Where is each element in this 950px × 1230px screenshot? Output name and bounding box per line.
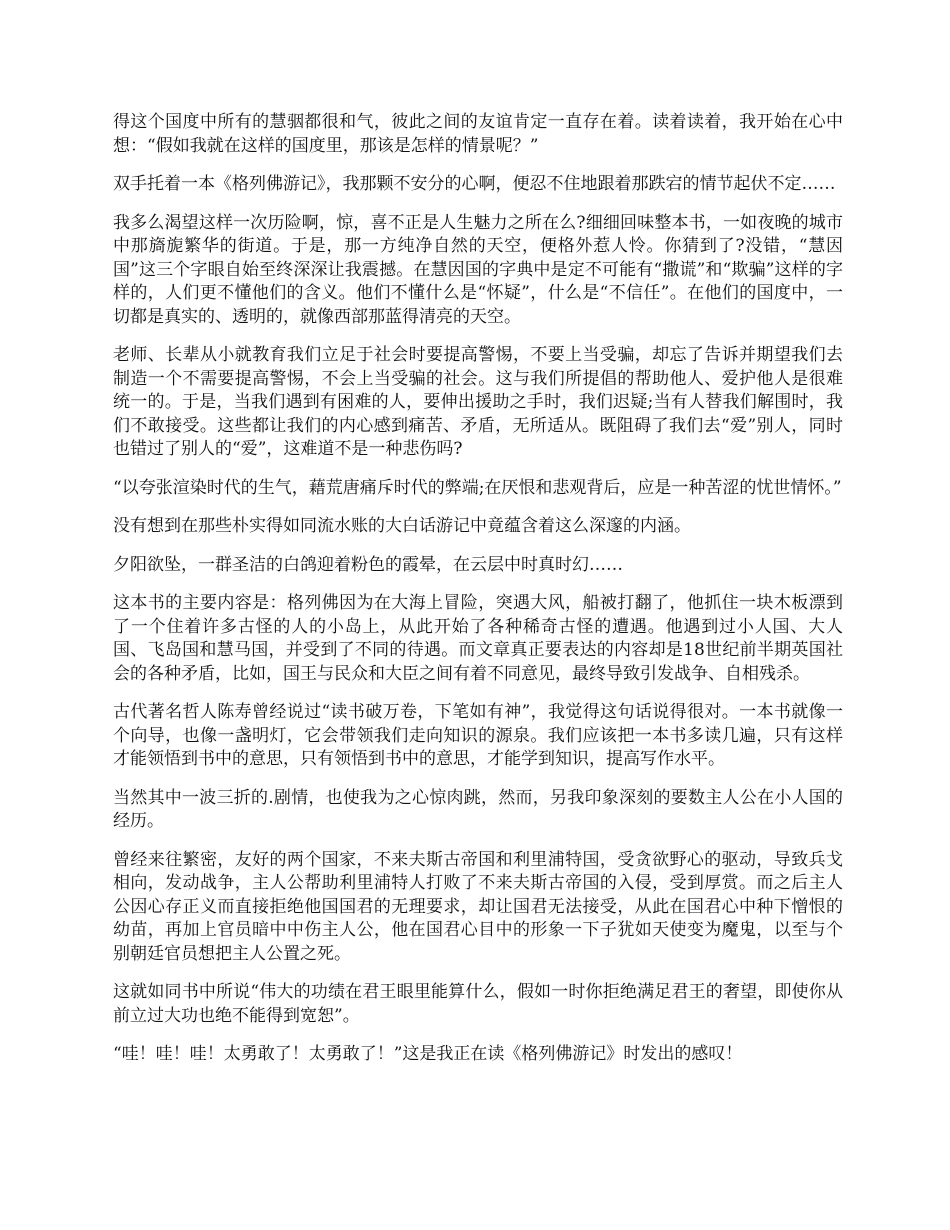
- paragraph: 得这个国度中所有的慧骃都很和气，彼此之间的友谊肯定一直存在着。读着读着，我开始在心中想：“假如我就在这样的国度里，那该是怎样的情景呢？”: [113, 112, 843, 156]
- paragraph: 当然其中一波三折的.剧情，也使我为之心惊肉跳，然而，另我印象深刻的要数主人公在小人国的经历。: [113, 787, 843, 831]
- paragraph: 这本书的主要内容是：格列佛因为在大海上冒险，突遇大风，船被打翻了，他抓住一块木板漂到了一个住着许多古怪的人的小岛上，从此开始了各种稀奇古怪的遭遇。他遇到过小人国、大人国、飞岛国和慧马国，并受到了不同的待遇。而文章真正要表达的内容却是18世纪前半期英国社会的各种矛盾，比如，国王与民众和大臣之间有着不同意见，最终导致引发战争、自相残杀。: [113, 593, 843, 684]
- paragraph: 这就如同书中所说“伟大的功绩在君王眼里能算什么，假如一时你拒绝满足君王的奢望，即使你从前立过大功也绝不能得到宽恕”。: [113, 982, 843, 1026]
- paragraph: 曾经来往繁密，友好的两个国家，不来夫斯古帝国和利里浦特国，受贪欲野心的驱动，导致兵戈相向，发动战争，主人公帮助利里浦特人打败了不来夫斯古帝国的入侵，受到厚赏。而之后主人公因心存正义而直接拒绝他国国君的无理要求，却让国君无法接受，从此在国君心中种下憎恨的幼苗，再加上官员暗中中伤主人公，他在国君心目中的形象一下子犹如天使变为魔鬼，以至与个别朝廷官员想把主人公置之死。: [113, 849, 843, 964]
- paragraph: “以夸张渲染时代的生气，藉荒唐痛斥时代的弊端;在厌恨和悲观背后，应是一种苦涩的忧世情怀。”: [113, 477, 842, 498]
- paragraph: 我多么渴望这样一次历险啊，惊，喜不正是人生魅力之所在么?细细回味整本书，一如夜晚的城市中那旖旎繁华的街道。于是，那一方纯净自然的天空，便格外惹人怜。你猜到了?没错，“慧因国”这三个字眼自始至终深深让我震撼。在慧因国的字典中是定不可能有“撒谎”和“欺骗”这样的字样的，人们更不懂他们的含义。他们不懂什么是“怀疑”，什么是“不信任”。在他们的国度中，一切都是真实的、透明的，就像西部那蓝得清亮的天空。: [113, 212, 843, 327]
- paragraph: 双手托着一本《格列佛游记》，我那颗不安分的心啊，便忍不住地跟着那跌宕的情节起伏不定……: [113, 174, 836, 194]
- paragraph: “哇！哇！哇！太勇敢了！太勇敢了！”这是我正在读《格列佛游记》时发出的感叹！: [113, 1044, 743, 1064]
- document-body: [113, 111, 843, 1082]
- paragraph: 夕阳欲坠，一群圣洁的白鸽迎着粉色的霞晕，在云层中时真时幻……: [113, 554, 623, 575]
- paragraph: 古代著名哲人陈寿曾经说过“读书破万卷，下笔如有神”，我觉得这句话说得很对。一本书就像一个向导，也像一盏明灯，它会带领我们走向知识的源泉。我们应该把一本书多读几遍，只有这样才能领悟到书中的意思，只有领悟到书中的意思，才能学到知识，提高写作水平。: [113, 702, 843, 769]
- paragraph: 老师、长辈从小就教育我们立足于社会时要提高警惕，不要上当受骗，却忘了告诉并期望我们去制造一个不需要提高警惕，不会上当受骗的社会。这与我们所提倡的帮助他人、爱护他人是很难统一的。于是，当我们遇到有困难的人，要伸出援助之手时，我们迟疑;当有人替我们解围时，我们不敢接受。这些都让我们的内心感到痛苦、矛盾，无所适从。既阻碍了我们去“爱”别人，同时也错过了别人的“爱”，这难道不是一种悲伤吗?: [113, 345, 843, 459]
- paragraph: 没有想到在那些朴实得如同流水账的大白话游记中竟蕴含着这么深邃的内涵。: [113, 516, 691, 536]
